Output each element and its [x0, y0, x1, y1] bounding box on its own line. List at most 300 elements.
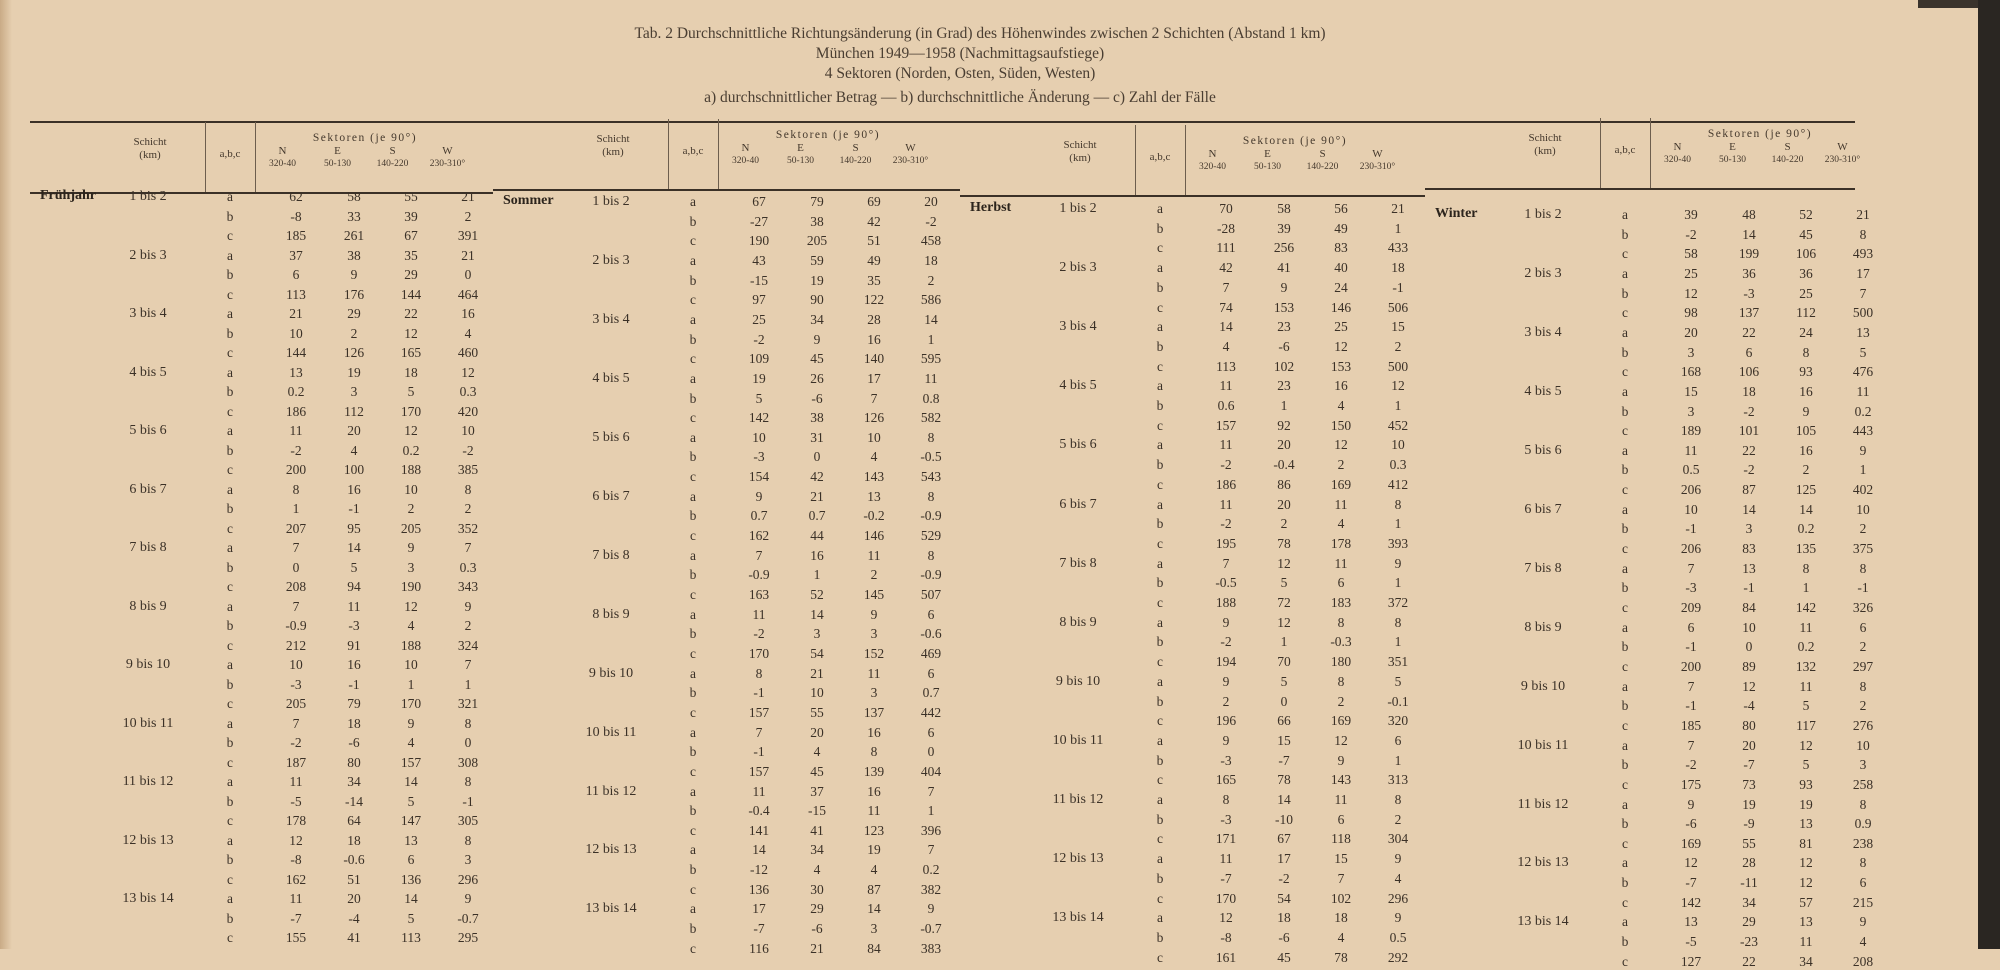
value-cell: -3 [290, 676, 302, 692]
row-type: b [1621, 757, 1629, 773]
sector-letter: W [442, 145, 453, 157]
value-cell: 97 [752, 292, 766, 308]
value-cell: -2 [925, 213, 937, 229]
row-type: a [690, 606, 696, 622]
value-cell: 7 [1222, 555, 1230, 571]
value-cell: 111 [1216, 240, 1236, 256]
value-cell: 12 [1391, 378, 1405, 394]
value-cell: 8 [870, 744, 878, 760]
value-cell: 45 [810, 351, 824, 367]
value-cell: 0.7 [750, 508, 768, 524]
value-cell: 11 [924, 370, 938, 386]
layer-label: 11 bis 12 [1052, 792, 1104, 807]
layer-label: 13 bis 14 [585, 901, 637, 917]
sector-letter: W [905, 142, 916, 154]
value-cell: 29 [1742, 914, 1756, 930]
value-cell: 5 [1280, 575, 1288, 591]
value-cell: 21 [810, 488, 824, 504]
value-cell: 12 [1799, 737, 1813, 753]
sector-range: 230-310° [1359, 162, 1396, 172]
sektoren-title: Sektoren (je 90°) [1242, 135, 1348, 147]
value-cell: 5 [407, 910, 415, 926]
value-cell: 10 [867, 429, 881, 445]
value-cell: 9 [1394, 910, 1402, 926]
value-cell: -5 [1685, 934, 1697, 950]
value-cell: 142 [1680, 894, 1702, 910]
value-cell: 4 [1337, 929, 1345, 945]
schicht-label: Schicht [1063, 139, 1097, 151]
row-type: a [690, 547, 696, 563]
value-cell: 2 [407, 501, 415, 516]
value-cell: 320 [1387, 713, 1409, 729]
sektoren-title: Sektoren (je 90°) [312, 132, 418, 144]
row-type: c [690, 587, 696, 602]
col-header-abc: a,b,c [682, 145, 704, 157]
value-cell: -10 [1275, 811, 1293, 827]
value-cell: 21 [289, 306, 303, 321]
value-cell: 155 [285, 930, 307, 945]
top-rule [30, 121, 1855, 123]
value-cell: 188 [400, 637, 422, 653]
row-type: b [1156, 575, 1164, 591]
value-cell: 147 [400, 813, 422, 828]
value-cell: 543 [920, 469, 942, 485]
layer-label: 9 bis 10 [1055, 673, 1101, 689]
value-cell: 8 [464, 715, 472, 731]
value-cell: 0 [1280, 693, 1288, 709]
row-type: b [1621, 285, 1629, 301]
value-cell: 18 [1334, 910, 1348, 926]
value-cell: 180 [1330, 654, 1352, 670]
row-type: b [1156, 516, 1164, 532]
value-cell: -0.6 [920, 626, 942, 642]
value-cell: 157 [748, 704, 770, 720]
value-cell: 9 [1394, 851, 1402, 867]
scan-corner [1918, 0, 1978, 8]
value-cell: 11 [867, 547, 881, 563]
value-cell: -0.4 [748, 803, 770, 819]
value-cell: 9 [1222, 673, 1230, 689]
row-type: a [227, 832, 233, 848]
value-cell: -9 [1743, 816, 1755, 832]
row-type: b [1156, 929, 1164, 945]
value-cell: 189 [1680, 423, 1702, 439]
value-cell: 56 [1334, 201, 1348, 216]
value-cell: 67 [752, 194, 766, 209]
value-cell: 6 [1394, 732, 1402, 748]
row-type: b [1156, 811, 1164, 827]
value-cell: 2 [464, 618, 472, 633]
value-cell: -2 [1220, 634, 1232, 650]
row-type: c [227, 286, 233, 302]
value-cell: 586 [920, 292, 942, 308]
value-cell: 78 [1277, 772, 1291, 788]
value-cell: 11 [1799, 934, 1813, 950]
value-cell: 21 [1856, 207, 1870, 222]
row-type: a [1157, 792, 1163, 807]
value-cell: 9 [1222, 614, 1230, 630]
value-cell: 21 [1391, 201, 1405, 216]
row-type: c [1157, 595, 1163, 610]
value-cell: 178 [285, 813, 307, 828]
layer-label: 9 bis 10 [1520, 678, 1566, 694]
row-type: c [690, 940, 696, 956]
value-cell: 16 [1334, 378, 1348, 394]
value-cell: 12 [1334, 437, 1348, 453]
value-cell: -2 [1220, 457, 1232, 473]
value-cell: 7 [755, 724, 763, 740]
row-type: b [689, 803, 697, 819]
value-cell: 476 [1852, 364, 1874, 380]
value-cell: 137 [863, 704, 885, 720]
value-cell: 188 [400, 462, 422, 477]
row-type: c [690, 410, 696, 426]
value-cell: 11 [1219, 437, 1233, 453]
row-type: a [227, 540, 233, 555]
value-cell: 171 [1215, 831, 1237, 847]
value-cell: 113 [401, 930, 421, 945]
row-type: c [227, 754, 233, 770]
value-cell: 84 [867, 940, 881, 956]
sector-range: 320-40 [732, 156, 759, 166]
row-type: c [227, 871, 233, 887]
row-type: a [1622, 560, 1628, 576]
value-cell: 9 [1394, 555, 1402, 571]
value-cell: 196 [1215, 713, 1237, 729]
value-cell: 5 [1802, 698, 1810, 714]
row-type: c [1622, 482, 1628, 498]
km-label: (km) [602, 146, 624, 158]
row-type: a [1157, 732, 1163, 748]
value-cell: 126 [863, 410, 885, 426]
sector-range: 50-130 [1254, 162, 1281, 172]
value-cell: 20 [810, 724, 824, 740]
value-cell: 8 [292, 481, 300, 497]
schicht-label: Schicht [133, 136, 167, 148]
value-cell: 15 [1391, 319, 1405, 335]
value-cell: 199 [1738, 246, 1760, 262]
value-cell: 34 [810, 311, 824, 327]
value-cell: -2 [1685, 757, 1697, 773]
row-type: a [227, 306, 233, 321]
layer-label: 12 bis 13 [585, 842, 637, 858]
value-cell: 35 [404, 247, 418, 263]
value-cell: 7 [1859, 285, 1867, 301]
sector-letters [1650, 141, 1870, 154]
value-cell: 1 [1280, 634, 1288, 650]
value-cell: 9 [464, 598, 472, 614]
row-type: a [1622, 678, 1628, 694]
value-cell: 0 [927, 744, 935, 760]
row-type: b [226, 618, 234, 633]
row-type: b [1621, 875, 1629, 891]
value-cell: 25 [1799, 285, 1813, 301]
value-cell: -6 [811, 390, 823, 406]
value-cell: 170 [400, 696, 422, 711]
value-cell: 382 [920, 881, 942, 897]
value-cell: 11 [1219, 378, 1233, 394]
layer-label: 4 bis 5 [592, 370, 630, 386]
sector-letter: S [1319, 148, 1326, 160]
row-type: b [689, 390, 697, 406]
value-cell: 24 [1334, 279, 1348, 295]
layer-label: 12 bis 13 [1517, 855, 1569, 871]
value-cell: 0 [464, 267, 472, 282]
value-cell: 2 [1394, 338, 1402, 354]
value-cell: 4 [1394, 870, 1402, 886]
value-cell: -2 [753, 331, 765, 347]
layer-label: 2 bis 3 [129, 247, 167, 263]
value-cell: 140 [863, 351, 885, 367]
value-cell: 2 [1280, 516, 1288, 532]
row-type: c [1157, 299, 1163, 315]
value-cell: 10 [1856, 737, 1870, 753]
layer-label: 4 bis 5 [1524, 383, 1562, 399]
row-type: a [227, 598, 233, 614]
value-cell: 12 [1684, 285, 1698, 301]
value-cell: 5 [1859, 344, 1867, 360]
value-cell: 69 [867, 194, 881, 209]
row-type: a [690, 724, 696, 740]
value-cell: 9 [407, 540, 415, 555]
value-cell: 24 [1799, 324, 1813, 340]
value-cell: 11 [1684, 442, 1698, 458]
value-cell: 12 [289, 832, 303, 848]
layer-label: 8 bis 9 [592, 606, 630, 622]
value-cell: -0.7 [920, 921, 942, 937]
value-cell: 207 [285, 520, 307, 536]
value-cell: 20 [347, 423, 361, 438]
row-type: c [1157, 772, 1163, 788]
row-type: c [227, 228, 233, 243]
value-cell: 352 [457, 520, 479, 536]
value-cell: 0.3 [459, 559, 477, 575]
value-cell: 186 [285, 403, 307, 419]
value-cell: -0.1 [1387, 693, 1409, 709]
value-cell: 162 [285, 871, 307, 887]
value-cell: 90 [810, 292, 824, 308]
row-type: b [689, 626, 697, 642]
layer-label: 2 bis 3 [1059, 260, 1097, 276]
row-type: b [1621, 698, 1629, 714]
value-cell: 23 [1277, 319, 1291, 335]
value-cell: 9 [464, 891, 472, 906]
value-cell: 8 [755, 665, 763, 681]
sector-range: 320-40 [269, 159, 296, 169]
value-cell: 112 [344, 403, 364, 419]
value-cell: 5 [1394, 673, 1402, 689]
value-cell: -0.7 [457, 910, 479, 926]
value-cell: 18 [347, 715, 361, 731]
sector-range: 140-220 [376, 159, 409, 169]
value-cell: 127 [1680, 953, 1702, 969]
row-type: a [227, 774, 233, 789]
layer-label: 2 bis 3 [1524, 265, 1562, 281]
value-cell: 6 [407, 852, 415, 867]
value-cell: 2 [350, 325, 358, 341]
value-cell: 72 [1277, 595, 1291, 610]
value-cell: 11 [867, 665, 881, 681]
value-cell: 3 [870, 685, 878, 701]
value-cell: 12 [461, 364, 475, 380]
value-cell: 143 [1330, 772, 1352, 788]
value-cell: 19 [867, 842, 881, 858]
row-type: c [1157, 240, 1163, 256]
header-rule-sommer [493, 189, 960, 191]
table-caption [0, 24, 1920, 108]
value-cell: 157 [748, 763, 770, 779]
value-cell: 94 [347, 579, 361, 594]
value-cell: 79 [810, 194, 824, 209]
value-cell: 11 [1334, 496, 1348, 512]
layer-label: 13 bis 14 [1517, 914, 1569, 930]
value-cell: 58 [1277, 201, 1291, 216]
value-cell: -0.5 [920, 449, 942, 465]
row-type: a [690, 194, 696, 209]
row-type: c [227, 696, 233, 711]
value-cell: 14 [347, 540, 361, 555]
layer-label: 3 bis 4 [129, 306, 167, 321]
col-header-sektoren [1185, 135, 1405, 174]
value-cell: 6 [1337, 575, 1345, 591]
value-cell: 5 [407, 793, 415, 809]
value-cell: 13 [289, 364, 303, 380]
value-cell: 9 [755, 488, 763, 504]
value-cell: 16 [347, 481, 361, 497]
value-cell: 194 [1215, 654, 1237, 670]
value-cell: 6 [1337, 811, 1345, 827]
value-cell: 205 [400, 520, 422, 536]
layer-label: 6 bis 7 [1059, 496, 1097, 512]
row-type: b [1621, 816, 1629, 832]
header-rule-winter [1425, 188, 1855, 190]
value-cell: 122 [863, 292, 885, 308]
sector-range: 140-220 [1306, 162, 1339, 172]
row-type: a [227, 715, 233, 731]
value-cell: 205 [806, 233, 828, 249]
season-label: Sommer [503, 193, 554, 208]
value-cell: 144 [400, 286, 422, 302]
value-cell: -27 [750, 213, 768, 229]
value-cell: 74 [1219, 299, 1233, 315]
value-cell: 296 [457, 871, 479, 887]
row-type: b [689, 685, 697, 701]
value-cell: 8 [1394, 792, 1402, 807]
sector-range: 230-310° [1824, 155, 1861, 165]
value-cell: 49 [1334, 220, 1348, 236]
row-type: a [1157, 673, 1163, 689]
value-cell: 5 [755, 390, 763, 406]
value-cell: 170 [400, 403, 422, 419]
value-cell: 21 [810, 940, 824, 956]
value-cell: 8 [1859, 560, 1867, 576]
row-type: a [1622, 442, 1628, 458]
value-cell: 37 [289, 247, 303, 263]
value-cell: -6 [1278, 929, 1290, 945]
row-type: b [1156, 279, 1164, 295]
value-cell: 11 [347, 598, 361, 614]
row-type: b [226, 793, 234, 809]
value-cell: 10 [289, 657, 303, 672]
value-cell: 58 [347, 189, 361, 204]
value-cell: 25 [1684, 265, 1698, 281]
value-cell: 25 [1334, 319, 1348, 335]
value-cell: 0 [813, 449, 821, 465]
value-cell: 16 [1799, 442, 1813, 458]
value-cell: 14 [1219, 319, 1233, 335]
value-cell: 5 [350, 559, 358, 575]
row-type: a [690, 842, 696, 858]
value-cell: 12 [404, 325, 418, 341]
value-cell: 62 [289, 189, 303, 204]
value-cell: 2 [1337, 457, 1345, 473]
value-cell: 402 [1852, 482, 1874, 498]
value-cell: -1 [348, 676, 360, 692]
value-cell: 20 [1277, 437, 1291, 453]
value-cell: 8 [1222, 792, 1230, 807]
row-type: b [689, 449, 697, 465]
col-header-schicht [563, 133, 663, 159]
value-cell: 11 [1219, 851, 1233, 867]
value-cell: 6 [927, 724, 935, 740]
value-cell: 1 [1394, 516, 1402, 532]
value-cell: 261 [343, 228, 365, 243]
value-cell: 35 [867, 272, 881, 288]
value-cell: 200 [1680, 658, 1702, 674]
layer-label: 10 bis 11 [585, 724, 637, 740]
value-cell: 161 [1215, 949, 1237, 965]
row-type: c [1622, 953, 1628, 969]
layer-label: 3 bis 4 [592, 311, 630, 327]
value-cell: 44 [810, 528, 824, 544]
value-cell: 458 [920, 233, 942, 249]
row-type: c [690, 233, 696, 249]
value-cell: 16 [1799, 383, 1813, 399]
row-type: a [1157, 201, 1163, 216]
value-cell: 42 [867, 213, 881, 229]
row-type: b [1621, 462, 1629, 478]
value-cell: 13 [867, 488, 881, 504]
value-cell: 1 [292, 501, 300, 516]
value-cell: 10 [404, 657, 418, 672]
value-cell: 8 [1394, 614, 1402, 630]
row-type: c [227, 813, 233, 828]
value-cell: 70 [1277, 654, 1291, 670]
value-cell: 79 [347, 696, 361, 711]
value-cell: 55 [1742, 835, 1756, 851]
layer-label: 5 bis 6 [592, 429, 630, 445]
value-cell: 42 [810, 469, 824, 485]
value-cell: -14 [345, 793, 363, 809]
row-type: c [1622, 305, 1628, 321]
value-cell: 1 [1394, 752, 1402, 768]
value-cell: 16 [867, 783, 881, 799]
value-cell: 18 [347, 832, 361, 848]
value-cell: -0.9 [920, 508, 942, 524]
layer-label: 5 bis 6 [1524, 442, 1562, 458]
value-cell: 45 [1799, 226, 1813, 242]
value-cell: 4 [1337, 516, 1345, 532]
value-cell: 4 [1859, 934, 1867, 950]
value-cell: 18 [1742, 383, 1756, 399]
row-type: c [690, 881, 696, 897]
value-cell: 135 [1795, 541, 1817, 557]
value-cell: 169 [1330, 476, 1352, 492]
row-type: b [226, 910, 234, 926]
layer-label: 1 bis 2 [592, 194, 630, 209]
value-cell: 170 [748, 645, 770, 661]
value-cell: 83 [1742, 541, 1756, 557]
